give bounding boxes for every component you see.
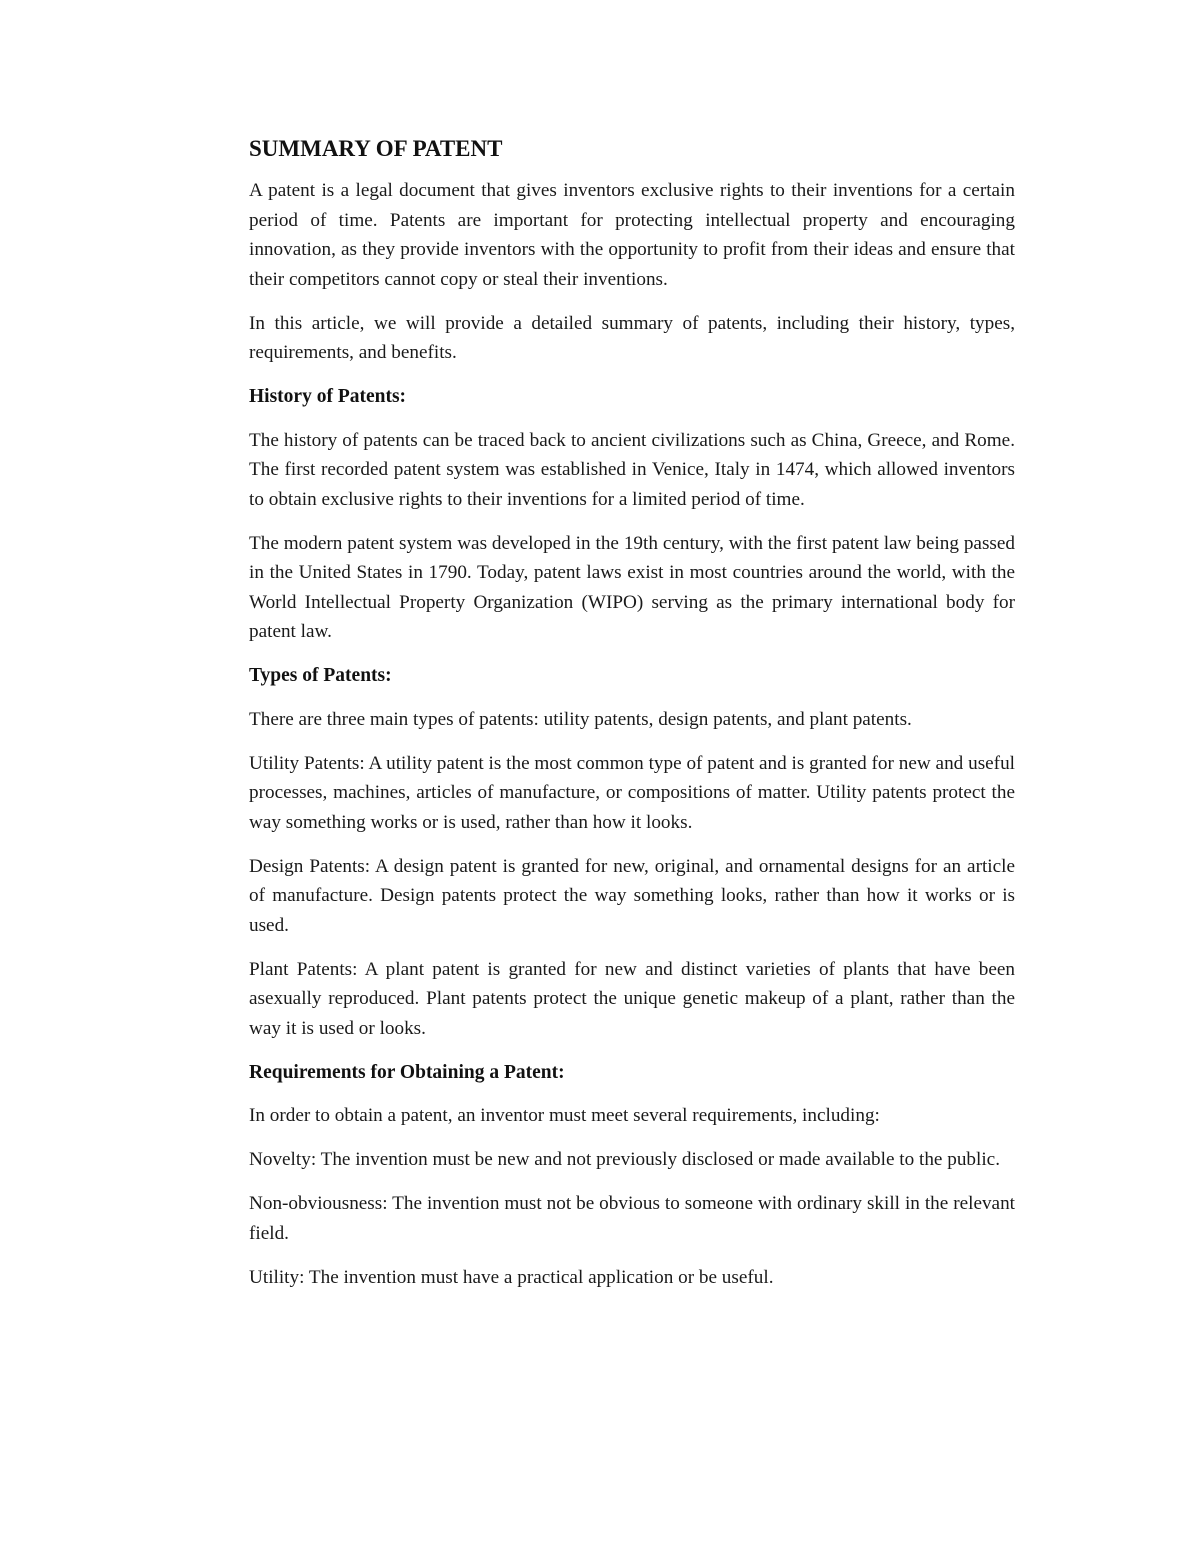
requirements-paragraph: Utility: The invention must have a practical application or be useful. bbox=[249, 1266, 774, 1288]
types-paragraph: Plant Patents: A plant patent is granted for new and distinct varieties of plants that have been asexually reproduced. Plant patents protect the unique genetic makeup of a plant, rather than the way it is used or looks. bbox=[249, 958, 1015, 1039]
intro-paragraph: A patent is a legal document that gives inventors exclusive rights to their inventions for a certain period of time. Patents are important for protecting intellectual property and encouraging innovation, as they provide inventors with the opportunity to profit from their ideas and ensure that their competitors cannot copy or steal their inventions. bbox=[249, 180, 1015, 290]
section-heading-requirements: Requirements for Obtaining a Patent: bbox=[249, 1061, 565, 1083]
types-paragraph: Design Patents: A design patent is granted for new, original, and ornamental designs for an article of manufacture. Design patents protect the way something looks, rather than how it works or is used. bbox=[249, 855, 1015, 936]
history-paragraph: The modern patent system was developed in the 19th century, with the first patent law being passed in the United States in 1790. Today, patent laws exist in most countries around the world, with the World Intellectual Property Organization (WIPO) serving as the primary international body for patent law. bbox=[249, 532, 1015, 642]
section-heading-history: History of Patents: bbox=[249, 386, 407, 407]
document-title: SUMMARY OF PATENT bbox=[249, 136, 503, 161]
section-heading-types: Types of Patents: bbox=[249, 665, 392, 686]
document-page bbox=[249, 134, 1015, 1307]
types-paragraph: Utility Patents: A utility patent is the most common type of patent and is granted for new and useful processes, machines, articles of manufacture, or compositions of matter. Utility patents protect the way something works or is used, rather than how it looks. bbox=[249, 752, 1015, 833]
requirements-paragraph: In order to obtain a patent, an inventor must meet several requirements, including: bbox=[249, 1105, 880, 1126]
requirements-paragraph: Novelty: The invention must be new and not previously disclosed or made available to the public. bbox=[249, 1149, 1000, 1170]
history-paragraph: The history of patents can be traced back to ancient civilizations such as China, Greece, and Rome. The first recorded patent system was established in Venice, Italy in 1474, which allowed inventors to obtain exclusive rights to their inventions for a limited period of time. bbox=[249, 429, 1015, 510]
requirements-paragraph: Non-obviousness: The invention must not be obvious to someone with ordinary skill in the relevant field. bbox=[249, 1193, 1015, 1244]
types-paragraph: There are three main types of patents: utility patents, design patents, and plant patents. bbox=[249, 708, 912, 730]
intro-paragraph: In this article, we will provide a detailed summary of patents, including their history, types, requirements, and benefits. bbox=[249, 312, 1015, 363]
